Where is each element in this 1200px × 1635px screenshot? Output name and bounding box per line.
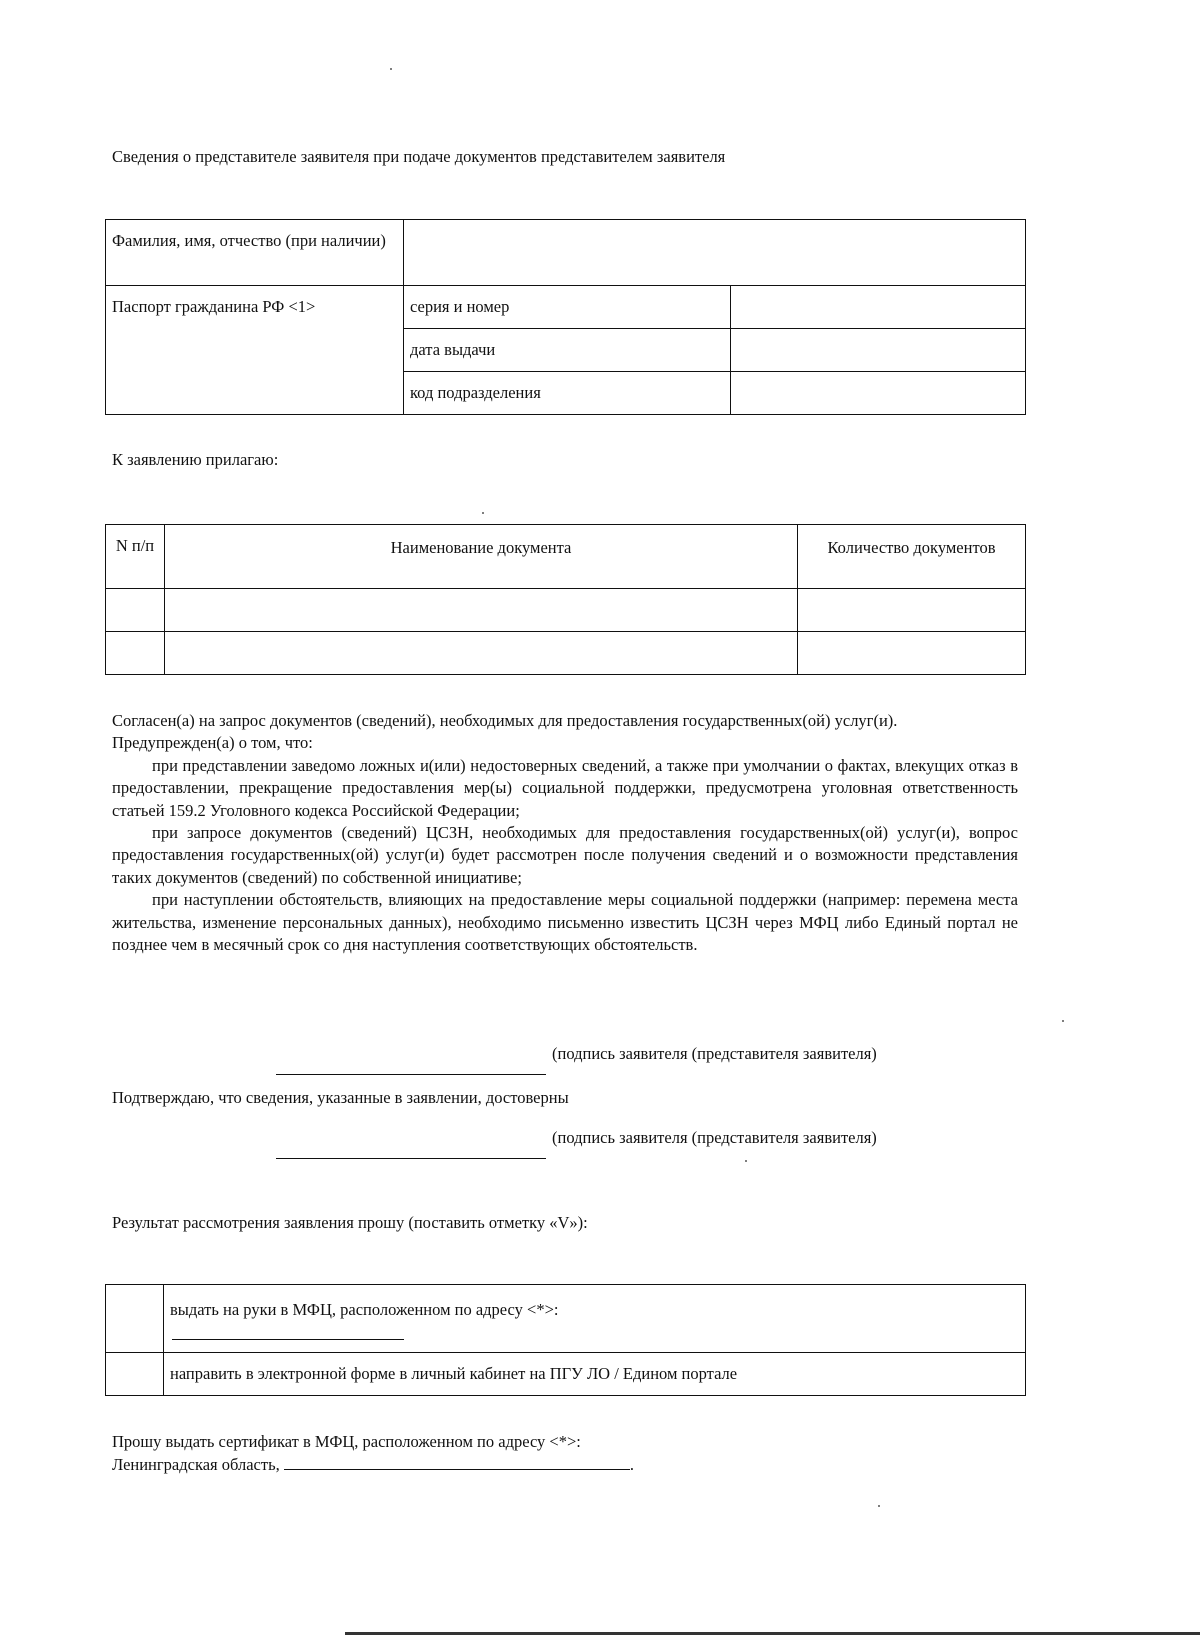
option-online-label: направить в электронной форме в личный кабинет на ПГУ ЛО / Едином портале [164, 1353, 1026, 1396]
certificate-line-2 [112, 1453, 634, 1476]
row-number-cell[interactable] [106, 589, 165, 632]
consent-warned: Предупрежден(а) о том, что: [112, 733, 313, 753]
result-heading: Результат рассмотрения заявления прошу (поставить отметку «V»): [112, 1213, 588, 1232]
representative-heading: Сведения о представителе заявителя при подаче документов представителем заявителя [112, 147, 726, 166]
mfc-address-line[interactable] [172, 1339, 404, 1340]
division-code-value-field[interactable] [731, 372, 1026, 415]
row-name-cell[interactable] [165, 632, 798, 675]
consent-item-2: при запросе документов (сведений) ЦСЗН, необходимых для предоставления государственных(ой) услуг(и), вопрос предоставления государственных(ой) услуг(и) будет рассмотрен после получения сведений и о возможности представления таких документов (сведений) по собственной инициативе; [112, 823, 1018, 887]
certificate-address-line[interactable] [284, 1453, 630, 1470]
scan-speck [390, 68, 392, 70]
col-name-header: Наименование документа [165, 525, 798, 589]
certificate-line-1: Прошу выдать сертификат в МФЦ, расположенном по адресу <*>: [112, 1432, 581, 1451]
option-mfc-label: выдать на руки в МФЦ, расположенном по адресу <*>: [170, 1300, 559, 1319]
row-number-cell[interactable] [106, 632, 165, 675]
certificate-period: . [629, 1455, 634, 1474]
attachments-heading: К заявлению прилагаю: [112, 450, 279, 469]
signature-caption-2: (подпись заявителя (представителя заявителя) [552, 1128, 877, 1147]
consent-agree: Согласен(а) на запрос документов (сведений), необходимых для предоставления государственных(ой) услуг(и). [112, 711, 898, 730]
row-count-cell[interactable] [798, 589, 1026, 632]
scan-speck [878, 1505, 880, 1507]
confirm-text: Подтверждаю, что сведения, указанные в заявлении, достоверны [112, 1088, 569, 1107]
scan-speck [482, 512, 484, 514]
scan-speck [1062, 1020, 1064, 1022]
consent-item-3: при наступлении обстоятельств, влияющих на предоставление меры социальной поддержки (например: перемена места жительства, изменение персональных данных), необходимо письменно известить ЦСЗН через МФЦ либо Единый портал не позднее чем в месячный срок со дня наступления соответствующих обстоятельств. [112, 890, 1018, 955]
signature-caption-1: (подпись заявителя (представителя заявителя) [552, 1044, 877, 1063]
option-mfc-checkbox[interactable] [106, 1285, 164, 1353]
col-number-header: N п/п [106, 525, 165, 589]
series-label: серия и номер [404, 286, 731, 329]
representative-table [105, 219, 1026, 415]
certificate-region: Ленинградская область, [112, 1455, 280, 1474]
option-mfc-cell [164, 1285, 1026, 1353]
option-online-checkbox[interactable] [106, 1353, 164, 1396]
series-value-field[interactable] [731, 286, 1026, 329]
result-table [105, 1284, 1026, 1396]
row-name-cell[interactable] [165, 589, 798, 632]
scan-speck [745, 1160, 747, 1162]
attachments-table [105, 524, 1026, 675]
passport-label: Паспорт гражданина РФ <1> [106, 286, 404, 415]
consent-block [112, 710, 1018, 956]
fio-value-field[interactable] [404, 220, 1026, 286]
table-row [106, 632, 1026, 675]
row-count-cell[interactable] [798, 632, 1026, 675]
consent-item-1: при представлении заведомо ложных и(или) недостоверных сведений, а также при умолчании о фактах, влекущих отказ в предоставлении, прекращение предоставления мер(ы) социальной поддержки, предусмотрена уголовная ответственность статьей 159.2 Уголовного кодекса Российской Федерации; [112, 755, 1018, 820]
col-count-header: Количество документов [798, 525, 1026, 589]
table-row [106, 589, 1026, 632]
issue-date-label: дата выдачи [404, 329, 731, 372]
fio-label: Фамилия, имя, отчество (при наличии) [106, 220, 404, 286]
signature-line-2[interactable] [276, 1158, 546, 1159]
division-code-label: код подразделения [404, 372, 731, 415]
signature-line-1[interactable] [276, 1074, 546, 1075]
issue-date-value-field[interactable] [731, 329, 1026, 372]
